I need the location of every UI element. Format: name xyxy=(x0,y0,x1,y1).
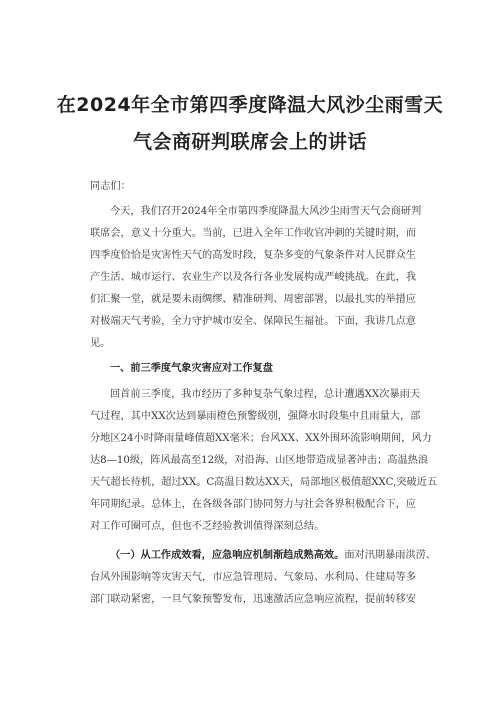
paragraph-line: 联席会，意义十分重大。当前，已进入全年工作收官冲刺的关键时期，而 xyxy=(90,228,416,239)
paragraph-line: 气过程，其中XX次达到暴雨橙色预警级别，强降水时段集中且雨量大，部 xyxy=(90,411,421,422)
paragraph-line: 们汇聚一堂，就是要未雨绸缪、精准研判、周密部署，以最扎实的举措应 xyxy=(90,294,416,305)
paragraph-line: 达8—10级，阵风最高至12级，对沿海、山区地带造成显著冲击；高温热浪 xyxy=(90,455,429,466)
paragraph-line: 分地区24小时降雨量峰值超XX毫米；台风XX、XX外围环流影响期间，风力 xyxy=(90,433,432,444)
salutation: 同志们： xyxy=(90,181,131,192)
paragraph-line: 今天，我们召开2024年全市第四季度降温大风沙尘雨雪天气会商研判 xyxy=(110,206,422,217)
paragraph-line: 见。 xyxy=(90,338,111,349)
paragraph-line: 四季度恰恰是灾害性天气的高发时段，复杂多变的气象条件对人民群众生 xyxy=(90,250,416,261)
section-heading: 一、前三季度气象灾害应对工作复盘 xyxy=(110,363,273,374)
paragraph-line: 年同期纪录。总体上，在各级各部门协同努力与社会各界积极配合下，应 xyxy=(90,499,416,510)
subsection-lead-bold: （一）从工作成效看，应急响应机制渐趋成熟高效。 xyxy=(110,550,345,561)
paragraph-line: 台风外围影响等灾害天气，市应急管理局、气象局、水利局、住建局等多 xyxy=(90,572,416,583)
paragraph-line: 部门联动紧密，一旦气象预警发布，迅速激活应急响应流程，提前转移安 xyxy=(90,594,416,605)
paragraph-line: 对极端天气考验，全力守护城市安全、保障民生福祉。下面，我讲几点意 xyxy=(90,316,416,327)
paragraph-line: 产生活、城市运行、农业生产以及各行各业发展构成严峻挑战。在此，我 xyxy=(90,272,416,283)
document-title-line-2: 气会商研判联席会上的讲话 xyxy=(132,131,367,153)
paragraph-line xyxy=(110,549,436,563)
paragraph-line: 对工作可圈可点，但也不乏经验教训值得深刻总结。 xyxy=(90,521,325,532)
paragraph-line: 回首前三季度，我市经历了多种复杂气象过程，总计遭遇XX次暴雨天 xyxy=(110,389,420,400)
subsection-lead-rest: 面对汛期暴雨洪涝、 xyxy=(344,550,436,561)
paragraph-line: 天气超长待机，超过XX。C高温日数达XX天，局部地区极值超XXC,突破近五 xyxy=(90,477,438,488)
document-title-line-1: 在2024年全市第四季度降温大风沙尘雨雪天 xyxy=(56,94,444,116)
